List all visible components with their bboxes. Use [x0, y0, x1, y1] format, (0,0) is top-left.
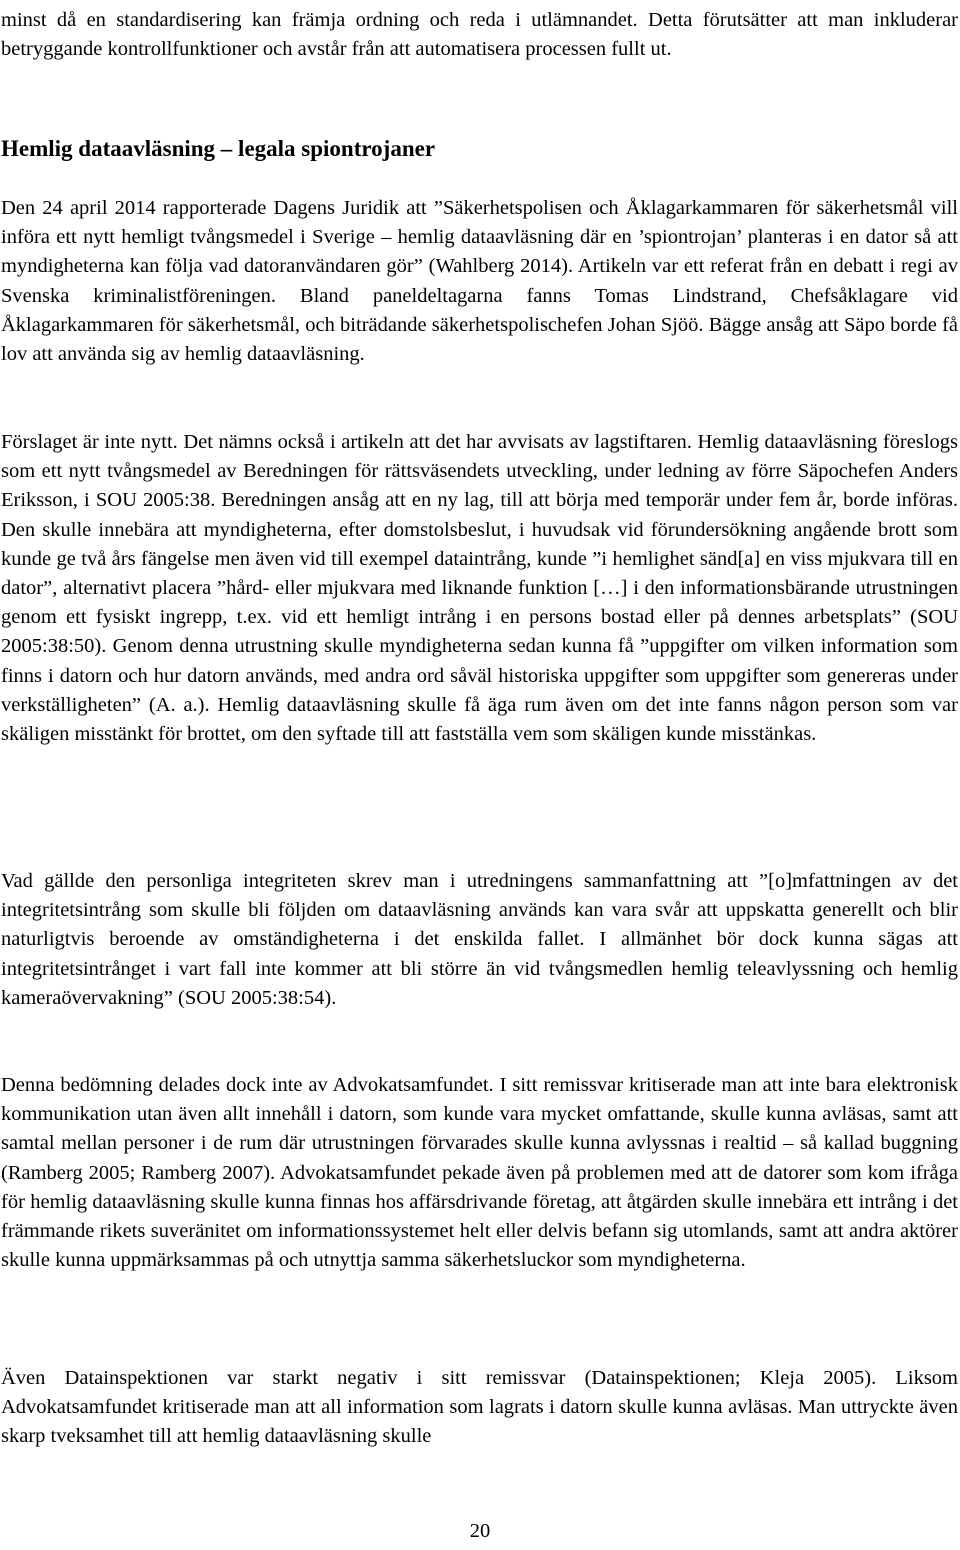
page-number: 20	[469, 1520, 491, 1542]
section-heading: Hemlig dataavläsning – legala spiontrojaner	[1, 136, 436, 161]
paragraph-advokatsamfundet: Denna bedömning delades dock inte av Advokatsamfundet. I sitt remissvar kritiserade man att inte bara elektronisk kommunikation utan även allt innehåll i datorn, som kunde vara mycket omfattande, skulle kunna avläsas, samt att samtal mellan personer i de rum där utrustningen förvarades skulle kunna avlyssnas i realtid – så kallad buggning (Ramberg 2005; Ramberg 2007). Advokatsamfundet pekade även på problemen med att de datorer som kom ifråga för hemlig dataavläsning skulle kunna finnas hos affärsdrivande företag, att åtgärden skulle innebära ett intrång i det främmande rikets suveränitet om informationssystemet helt eller delvis befann sig utomlands, samt att andra aktörer skulle kunna uppmärksammas på och utnyttja samma säkerhetsluckor som myndigheterna.	[1, 1074, 958, 1272]
paragraph-dagens-juridik: Den 24 april 2014 rapporterade Dagens Juridik att ”Säkerhetspolisen och Åklagarkammaren för säkerhetsmål vill införa ett nytt hemligt tvångsmedel i Sverige – hemlig dataavläsning där en ’spiontrojan’ planteras i en dator så att myndigheterna kan följa vad datoranvändaren gör” (Wahlberg 2014). Artikeln var ett referat från en debatt i regi av Svenska kriminalistföreningen. Bland paneldeltagarna fanns Tomas Lindstrand, Chefsåklagare vid Åklagarkammaren för säkerhetsmål, och biträdande säkerhetspolischefen Johan Sjöö. Bägge ansåg att Säpo borde få lov att använda sig av hemlig dataavläsning.	[1, 197, 958, 366]
paragraph-datainspektionen: Även Datainspektionen var starkt negativ i sitt remissvar (Datainspektionen; Kleja 2005). Liksom Advokatsamfundet kritiserade man att all information som lagrats i datorn skulle kunna avläsas. Man uttryckte även skarp tveksamhet till att hemlig dataavläsning skulle	[1, 1367, 958, 1448]
paragraph-forslaget: Förslaget är inte nytt. Det nämns också i artikeln att det har avvisats av lagstiftaren. Hemlig dataavläsning föreslogs som ett nytt tvångsmedel av Beredningen för rättsväsendets utveckling, under ledning av förre Säpochefen Anders Eriksson, i SOU 2005:38. Beredningen ansåg att en ny lag, till att börja med temporär under fem år, borde införas. Den skulle innebära att myndigheterna, efter domstolsbeslut, i huvudsak vid förundersökning angående brott som kunde ge två års fängelse men även vid till exempel dataintrång, kunde ”i hemlighet sänd[a] en viss mjukvara till en dator”, alternativt placera ”hård- eller mjukvara med liknande funktion […] i den informationsbärande utrustningen genom ett fysiskt ingrepp, t.ex. vid ett hemligt intrång i en persons bostad eller på dennes arbetsplats” (SOU 2005:38:50). Genom denna utrustning skulle myndigheterna sedan kunna få ”uppgifter om vilken information som finns i datorn och hur datorn används, med andra ord såväl historiska uppgifter som uppgifter som genereras under verkställigheten” (A. a.). Hemlig dataavläsning skulle få äga rum även om det inte fanns någon person som var skäligen misstänkt för brottet, om den syftade till att fastställa vem som skäligen kunde misstänkas.	[1, 431, 958, 746]
paragraph-continuation: minst då en standardisering kan främja ordning och reda i utlämnandet. Detta förutsätter att man inkluderar betryggande kontrollfunktioner och avstår från att automatisera processen fullt ut.	[1, 9, 958, 61]
paragraph-integritet: Vad gällde den personliga integriteten skrev man i utredningens sammanfattning att ”[o]mfattningen av det integritetsintrång som skulle bli följden om dataavläsning används kan vara svår att uppskatta generellt och blir naturligtvis beroende av omständigheterna i det enskilda fallet. I allmänhet bör dock kunna sägas att integritetsintrånget i vart fall inte kommer att bli större än vid tvångsmedlen hemlig teleavlyssning och hemlig kameraövervakning” (SOU 2005:38:54).	[1, 870, 958, 1009]
